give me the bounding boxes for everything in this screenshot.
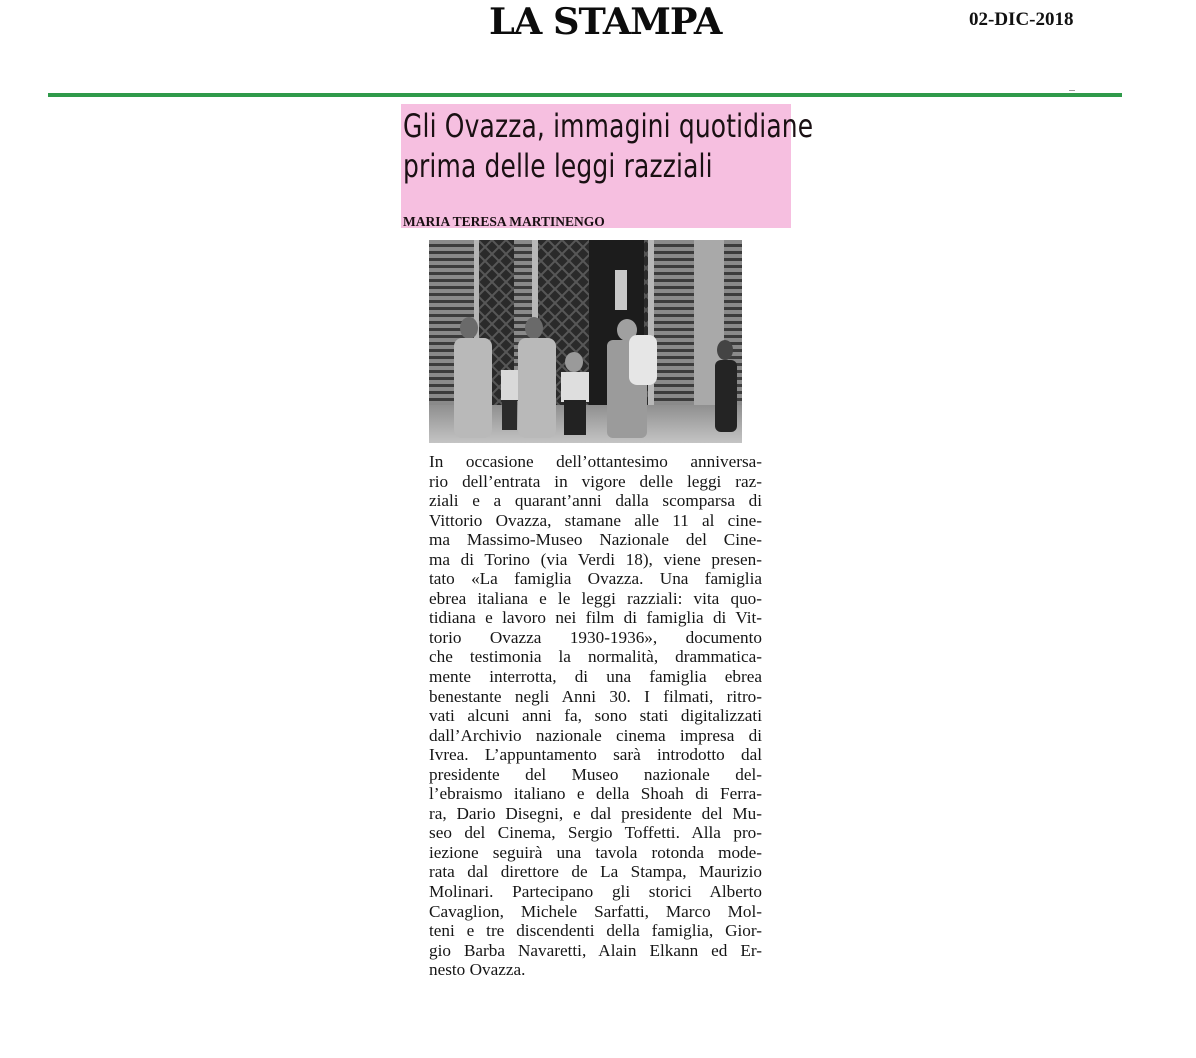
- body-line: nesto Ovazza.: [429, 960, 526, 980]
- body-line: ra, Dario Disegni, e dal presidente del Mu-: [429, 803, 762, 823]
- body-line: In occasione dell’ottantesimo anniversa-: [429, 452, 762, 471]
- divider-mark: [1069, 90, 1075, 91]
- body-line: presidente del Museo nazionale del-: [429, 764, 762, 784]
- masthead-logo: LA STAMPA: [489, 1, 722, 43]
- header-divider: [48, 93, 1122, 97]
- body-line: Cavaglion, Michele Sarfatti, Marco Mol-: [429, 901, 762, 921]
- body-line: seo del Cinema, Sergio Toffetti. Alla pro-: [429, 823, 762, 843]
- body-line: ma Massimo-Museo Nazionale del Cine-: [429, 530, 762, 550]
- byline: MARIA TERESA MARTINENGO: [403, 214, 605, 229]
- body-line: teni e tre discendenti della famiglia, Gior-: [429, 921, 762, 941]
- family-photo-image: [429, 240, 742, 443]
- headline-line-2: prima delle leggi razziali: [403, 147, 713, 185]
- article-body: [429, 452, 762, 980]
- body-line: vati alcuni anni fa, sono stati digitalizzati: [429, 706, 762, 726]
- body-line: torio Ovazza 1930-1936», documento: [429, 627, 762, 647]
- body-line: tato «La famiglia Ovazza. Una famiglia: [429, 569, 762, 589]
- body-line: tidiana e lavoro nei film di famiglia di Vit-: [429, 608, 762, 628]
- body-line: iezione seguirà una tavola rotonda mode-: [429, 842, 762, 862]
- article-photo: [429, 240, 742, 443]
- body-line: Ivrea. L’appuntamento sarà introdotto dal: [429, 745, 762, 765]
- headline: [403, 106, 814, 186]
- body-line: mente interrotta, di una famiglia ebrea: [429, 667, 762, 687]
- body-line: rata dal direttore de La Stampa, Maurizio: [429, 862, 762, 882]
- body-line: l’ebraismo italiano e della Shoah di Ferra-: [429, 784, 762, 804]
- body-line: gio Barba Navaretti, Alain Elkann ed Er-: [429, 940, 762, 960]
- body-line: Vittorio Ovazza, stamane alle 11 al cine-: [429, 510, 762, 530]
- headline-line-1: Gli Ovazza, immagini quotidiane: [403, 107, 814, 145]
- body-line: ebrea italiana e le leggi razziali: vita quo-: [429, 588, 762, 608]
- body-line: benestante negli Anni 30. I filmati, ritro-: [429, 686, 762, 706]
- body-line: dall’Archivio nazionale cinema impresa di: [429, 725, 762, 745]
- body-line: ma di Torino (via Verdi 18), viene presen-: [429, 549, 762, 569]
- body-line: rio dell’entrata in vigore delle leggi raz-: [429, 471, 762, 491]
- publication-date: 02-DIC-2018: [969, 9, 1074, 30]
- body-line: che testimonia la normalità, drammatica-: [429, 647, 762, 667]
- body-line: ziali e a quarant’anni dalla scomparsa di: [429, 491, 762, 511]
- body-line: Molinari. Partecipano gli storici Alberto: [429, 882, 762, 902]
